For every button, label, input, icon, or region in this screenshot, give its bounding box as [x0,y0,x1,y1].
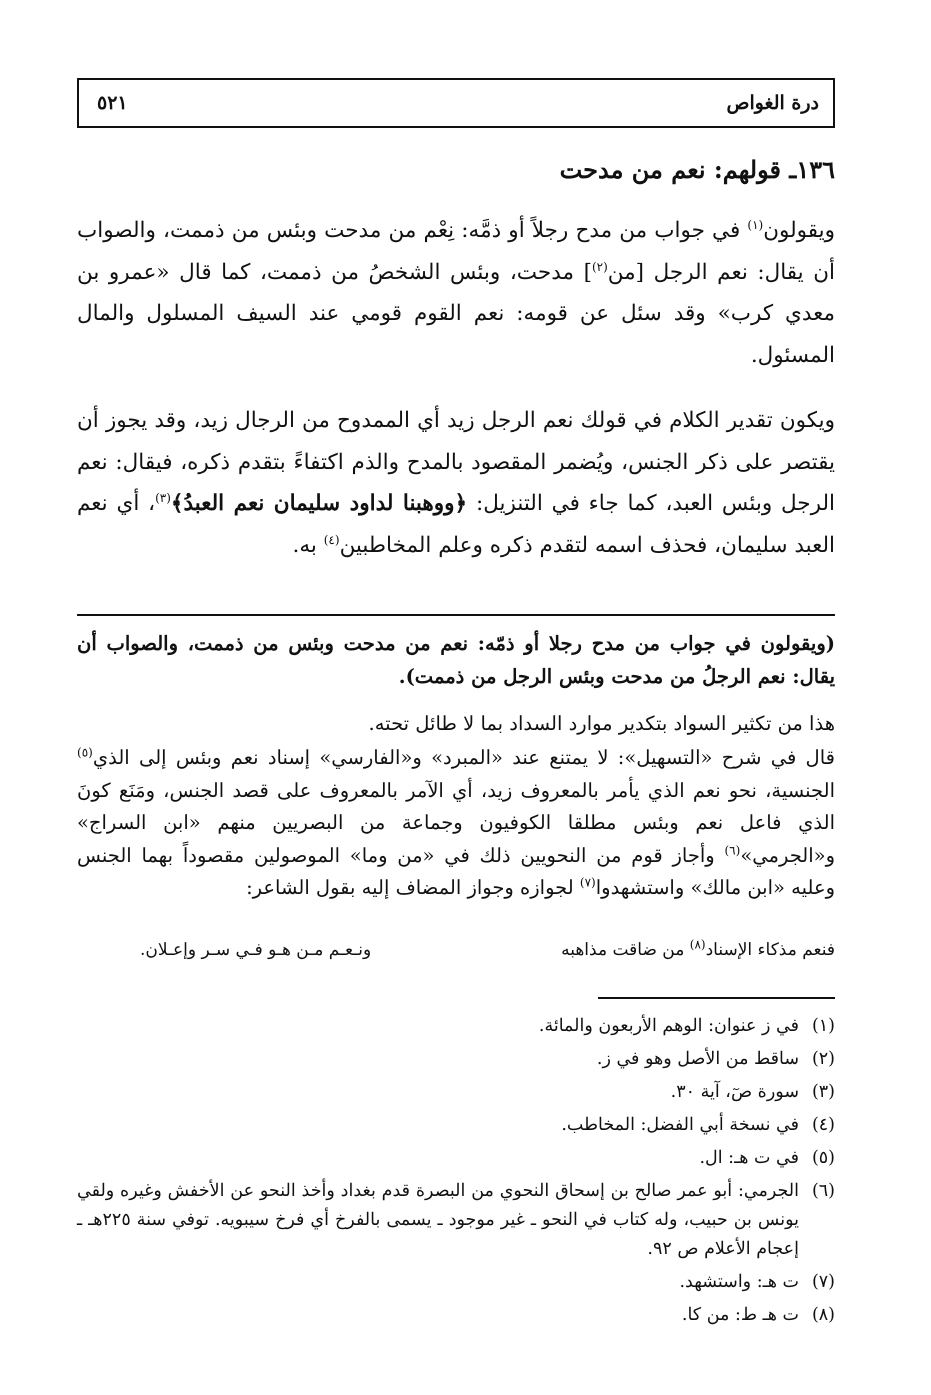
footnote-text: ساقط من الأصل وهو في ز. [596,1049,799,1069]
commentary-text [77,742,835,905]
footnote-item [77,1268,835,1297]
commentary-text-part: وأجاز قوم من النحويين ذلك في «من وما» الموصولين مقصوداً بهما الجنس وعليه «ابن مالك» واستشهدوا [77,843,835,899]
footnote-ref-8: (٨) [689,937,706,952]
footnotes-list [77,1012,835,1334]
footnote-text: الجرمي: أبو عمر صالح بن إسحاق النحوي من البصرة قدم بغداد وأخذ النحو عن الأخفش وغيره ولقي يونس بن حبيب، وله كتاب في النحو ـ غير موجود ـ يسمى بالفرخ أي فرخ سيبويه. توفي سنة ٢٢٥هـ ـ إعجام الأعلام ص ٩٢. [77,1181,800,1259]
footnote-text: في نسخة أبي الفضل: المخاطب. [561,1115,799,1135]
paragraph-text: ] مدحت، وبئس الشخصُ من ذممت، كما قال «عمرو بن معدي كرب» وقد سئل عن قومه: نعم القوم قومي عند السيف المسلول والمال المسئول. [77,259,835,368]
paragraph-text: ويقولون [763,218,835,243]
footnote-text: في ت هـ: ال. [699,1148,799,1168]
verse-text: فنعم مذكاء الإسناد [705,940,835,960]
commentary-divider [77,614,835,616]
footnote-text: ت هـ: واستشهد. [679,1272,799,1292]
footnote-ref-1: (١) [747,217,764,232]
footnote-item [77,1078,835,1107]
footnote-text: ت هـ ط: من كا. [681,1305,799,1325]
quran-verse: ﴿ووهبنا لداود سليمان نعم العبدُ﴾ [170,491,468,516]
footnote-item [77,1012,835,1041]
footnote-ref-2: (٢) [591,259,608,274]
body-paragraph-1 [77,210,835,376]
footnote-item [77,1045,835,1074]
body-paragraph-2 [77,400,835,566]
footnote-number: (٣) [811,1082,835,1102]
footnote-text: سورة صٓ، آية ٣٠. [670,1082,799,1102]
poem-second-hemistich: ونـعـم مـن هـو فـي سـر وإعـلان. [140,940,372,960]
footnote-ref-3: (٣) [155,490,171,505]
page-header [77,78,835,128]
footnote-number: (١) [811,1016,835,1036]
commentary-text-part: الجنسية، نحو نعم الذي يأمر بالمعروف زيد، أي الآمر بالمعروف على قصد الجنس، ومَنَع كونَ الذي فاعل نعم وبئس مطلقا الكوفيون وجماعة من البصريين منهم «ابن السراج» و«الجرمي» [77,778,835,867]
commentary-text-part: لجوازه وجواز المضاف إليه بقول الشاعر: [246,876,580,899]
footnote-item [77,1177,835,1264]
footnote-number: (٢) [811,1049,835,1069]
footnote-item [77,1111,835,1140]
book-title: درة الغواص [726,92,819,114]
footnote-number: (٤) [811,1115,835,1135]
footnote-number: (٧) [811,1272,835,1292]
footnote-item [77,1301,835,1330]
page-number: ٥٢١ [97,92,128,114]
commentary-text-part: قال في شرح «التسهيل»: لا يمتنع عند «المبرد» و«الفارسي» إسناد نعم وبئس إلى الذي [92,746,835,769]
paragraph-text: ويكون تقدير الكلام في قولك نعم الرجل زيد أي الممدوح من الرجال زيد، وقد يجوز أن يقتصر على ذكر الجنس، ويُضمر المقصود بالمدح والذم اكتفاءً بتقدم ذكره، فيقال: نعم الرجل وبئس العبد، كما جاء في التنزيل: [77,408,835,516]
footnotes-divider [598,997,835,999]
footnote-text: في ز عنوان: الوهم الأربعون والمائة. [538,1016,799,1036]
footnote-number: (٥) [811,1148,835,1168]
footnote-ref-4: (٤) [323,532,340,547]
footnote-item [77,1144,835,1173]
footnote-number: (٦) [811,1181,835,1201]
footnote-number: (٨) [811,1305,835,1325]
footnote-ref-7: (٧) [579,875,596,890]
paragraph-text: ، أي نعم العبد سليمان، فحذف اسمه لتقدم ذكره وعلم المخاطبين [77,491,835,558]
footnote-ref-6: (٦) [724,843,741,857]
section-heading: ١٣٦ـ قولهم: نعم من مدحت [559,155,835,184]
footnote-ref-5: (٥) [77,745,93,760]
paragraph-text: به. [292,532,324,558]
commentary-remark: هذا من تكثير السواد بتكدير موارد السداد بما لا طائل تحته. [368,712,835,735]
verse-text: من ضاقت مذاهبه [561,940,690,960]
poem-first-hemistich [561,937,835,960]
commentary-quote: (ويقولون في جواب من مدح رجلا أو ذمّه: نعم من مدحت وبئس من ذممت، والصواب أن يقال: نعم الرجلُ من مدحت وبئس الرجل من ذممت). [77,632,835,688]
paragraph-text: في جواب من مدح رجلاً أو ذمَّه: نِعْم من مدحت وبئس من ذممت، والصواب أن يقال: نعم الرجل [من [77,218,835,285]
